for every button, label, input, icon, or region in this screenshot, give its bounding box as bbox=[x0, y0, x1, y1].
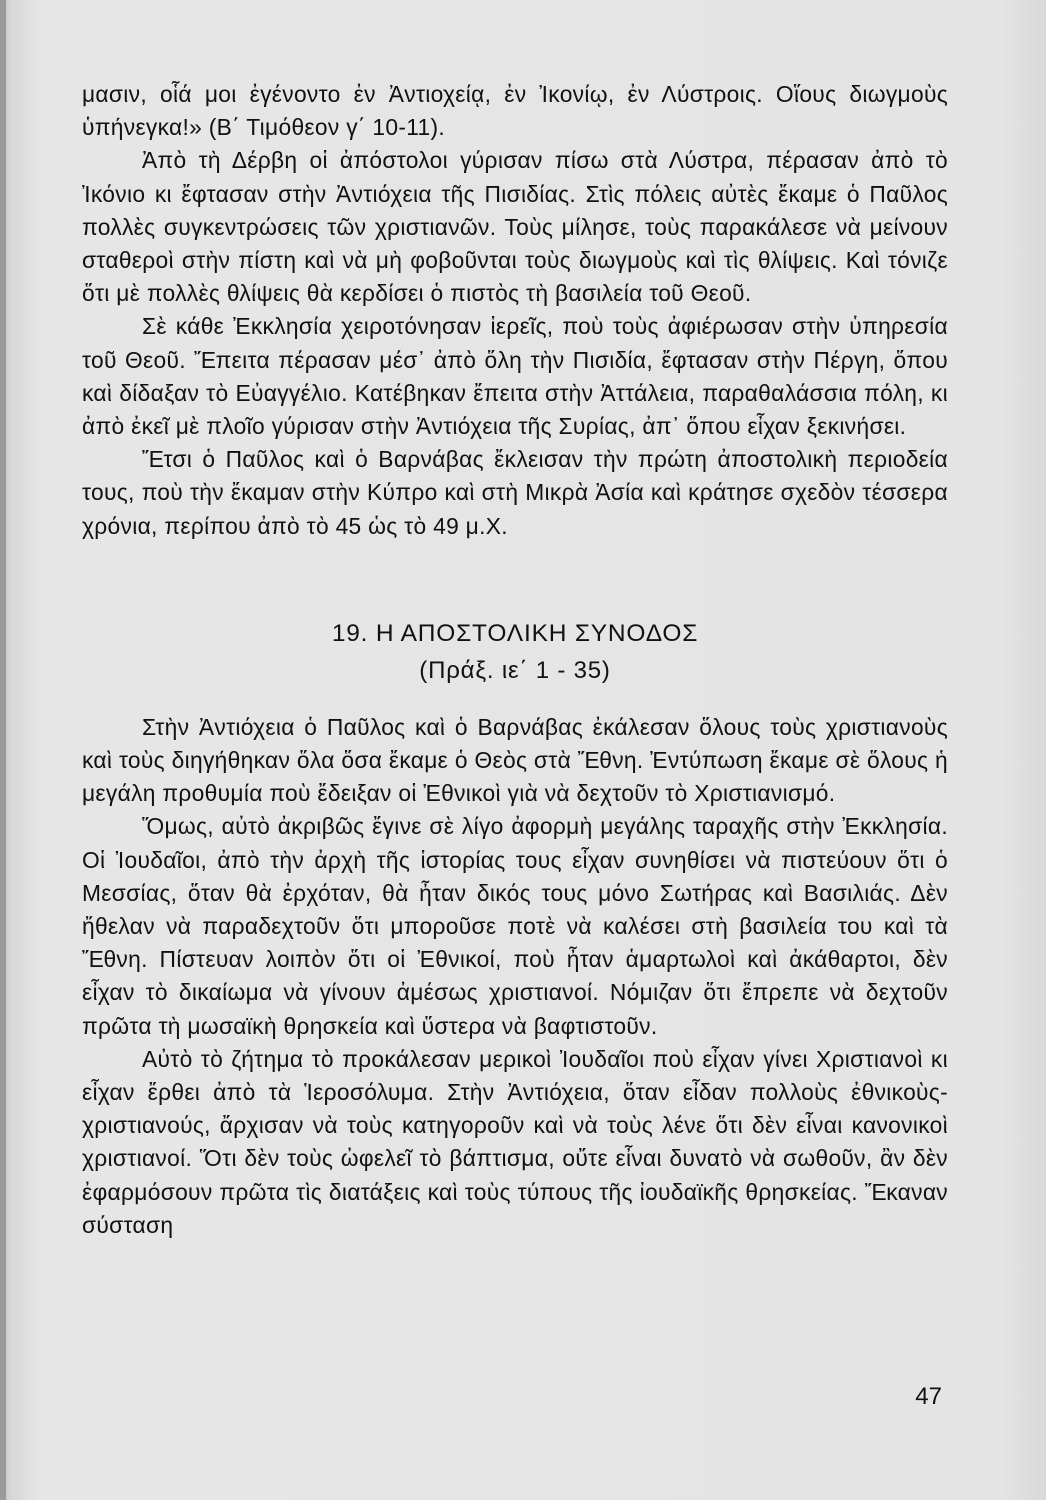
chapter-heading bbox=[82, 615, 948, 689]
page-content bbox=[82, 78, 948, 1242]
paragraph-continued: μασιν, οἷά μοι ἐγένοντο ἐν Ἀντιοχείᾳ, ἐν Ἰκονίῳ, ἐν Λύστροις. Οἵους διωγμοὺς ὑπήνεγκα!» (Β΄ Τιμόθεον γ΄ 10-11). bbox=[82, 81, 948, 141]
paragraph: Στὴν Ἀντιόχεια ὁ Παῦλος καὶ ὁ Βαρνάβας ἐκάλεσαν ὅλους τοὺς χριστιανοὺς καὶ τοὺς διηγήθηκαν ὅλα ὅσα ἔκαμε ὁ Θεὸς στὰ Ἔθνη. Ἐντύπωση ἔκαμε σὲ ὅλους ἡ μεγάλη προθυμία ποὺ ἔδειξαν οἱ Ἐθνικοὶ γιὰ νὰ δεχτοῦν τὸ Χριστιανισμό. bbox=[82, 713, 948, 807]
paragraph: Σὲ κάθε Ἐκκλησία χειροτόνησαν ἱερεῖς, ποὺ τοὺς ἀφιέρωσαν στὴν ὑπηρεσία τοῦ Θεοῦ. Ἔπειτα πέρασαν μέσ᾽ ἀπὸ ὅλη τὴν Πισιδία, ἔφτασαν στὴν Πέργη, ὅπου καὶ δίδαξαν τὸ Εὐαγγέλιο. Κατέβηκαν ἔπειτα στὴν Ἀττάλεια, παραθαλάσσια πόλη, κι ἀπὸ ἐκεῖ μὲ πλοῖο γύρισαν στὴν Ἀντιόχεια τῆς Συρίας, ἀπ᾽ ὅπου εἶχαν ξεκινήσει. bbox=[82, 313, 948, 440]
paragraph: Ἔτσι ὁ Παῦλος καὶ ὁ Βαρνάβας ἔκλεισαν τὴν πρώτη ἀποστολικὴ περιοδεία τους, ποὺ τὴν ἔκαμαν στὴν Κύπρο καὶ στὴ Μικρὰ Ἀσία καὶ κράτησε σχεδὸν τέσσερα χρόνια, περίπου ἀπὸ τὸ 45 ὡς τὸ 49 μ.Χ. bbox=[82, 446, 948, 539]
chapter-title: 19. Η ΑΠΟΣΤΟΛΙΚΗ ΣΥΝΟΔΟΣ bbox=[331, 619, 699, 647]
paragraph: Ὅμως, αὐτὸ ἀκριβῶς ἔγινε σὲ λίγο ἀφορμὴ μεγάλης ταραχῆς στὴν Ἐκκλησία. Οἱ Ἰουδαῖοι, ἀπὸ τὴν ἀρχὴ τῆς ἱστορίας τους εἶχαν συνηθίσει νὰ πιστεύουν ὅτι ὁ Μεσσίας, ὅταν θὰ ἐρχόταν, θὰ ἦταν δικός τους μόνο Σωτήρας καὶ Βασιλιάς. Δὲν ἤθελαν νὰ παραδεχτοῦν ὅτι μποροῦσε ποτὲ νὰ καλέσει στὴ βασιλεία του καὶ τὰ Ἔθνη. Πίστευαν λοιπὸν ὅτι οἱ Ἐθνικοί, ποὺ ἦταν ἁμαρτωλοὶ καὶ ἀκάθαρτοι, δὲν εἶχαν τὸ δικαίωμα νὰ γίνουν ἀμέσως χριστιανοί. Νόμιζαν ὅτι ἔπρεπε νὰ δεχτοῦν πρῶτα τὴ μωσαϊκὴ θρησκεία καὶ ὕστερα νὰ βαφτιστοῦν. bbox=[82, 813, 948, 1039]
paragraph: Ἀπὸ τὴ Δέρβη οἱ ἀπόστολοι γύρισαν πίσω στὰ Λύστρα, πέρασαν ἀπὸ τὸ Ἰκόνιο κι ἔφτασαν στὴν Ἀντιόχεια τῆς Πισιδίας. Στὶς πόλεις αὐτὲς ἔκαμε ὁ Παῦλος πολλὲς συγκεντρώσεις τῶν χριστιανῶν. Τοὺς μίλησε, τοὺς παρακάλεσε νὰ μείνουν σταθεροὶ στὴν πίστη καὶ νὰ μὴ φοβοῦνται τοὺς διωγμοὺς καὶ τὶς θλίψεις. Καὶ τόνιζε ὅτι μὲ πολλὲς θλίψεις θὰ κερδίσει ὁ πιστὸς τὴ βασιλεία τοῦ Θεοῦ. bbox=[82, 147, 948, 307]
paragraph: Αὐτὸ τὸ ζήτημα τὸ προκάλεσαν μερικοὶ Ἰουδαῖοι ποὺ εἶχαν γίνει Χριστιανοὶ κι εἶχαν ἔρθει ἀπὸ τὰ Ἱεροσόλυμα. Στὴν Ἀντιόχεια, ὅταν εἶδαν πολλοὺς ἐθνικοὺς-χριστιανούς, ἄρχισαν νὰ τοὺς κατηγοροῦν καὶ νὰ τοὺς λένε ὅτι δὲν εἶναι κανονικοὶ χριστιανοί. Ὅτι δὲν τοὺς ὠφελεῖ τὸ βάπτισμα, οὔτε εἶναι δυνατὸ νὰ σωθοῦν, ἂν δὲν ἐφαρμόσουν πρῶτα τὶς διατάξεις καὶ τοὺς τύπους τῆς ἰουδαϊκῆς θρησκείας. Ἔκαναν σύσταση bbox=[82, 1045, 948, 1238]
page-number: 47 bbox=[915, 1383, 942, 1410]
chapter-reference: (Πράξ. ιε΄ 1 - 35) bbox=[419, 656, 611, 684]
